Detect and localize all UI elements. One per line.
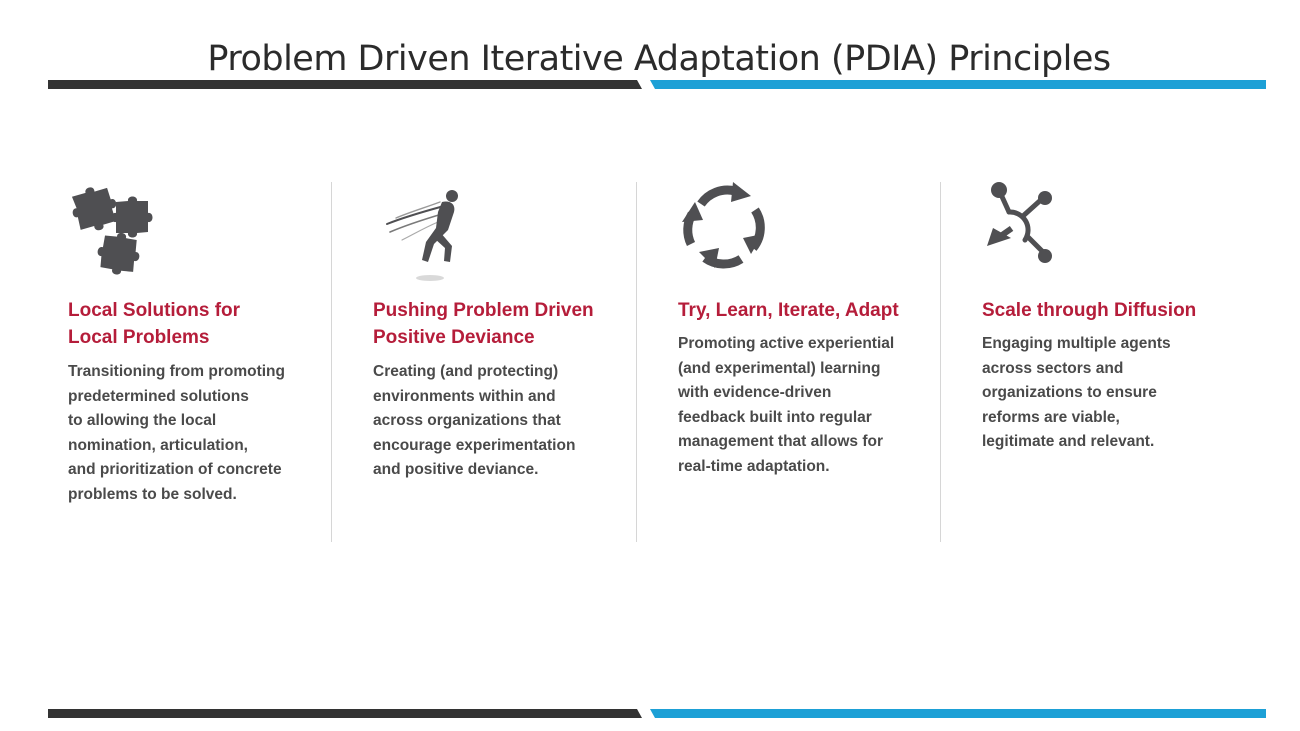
bottom-divider-band <box>48 709 1266 718</box>
principle-local-solutions <box>48 182 353 542</box>
principle-heading: Try, Learn, Iterate, Adapt <box>678 300 899 321</box>
principle-description: Creating (and protecting) environments within and across organizations that encourage experimentation and positive deviance. <box>373 363 576 478</box>
puzzle-pieces-icon <box>68 182 168 286</box>
principle-heading: Pushing Problem Driven Positive Deviance <box>373 300 594 348</box>
principle-scale-diffusion <box>940 182 1246 542</box>
principle-description: Promoting active experiential (and experimental) learning with evidence-driven feedback built into regular management that allows for real-time adaptation. <box>678 335 895 475</box>
principle-description: Transitioning from promoting predetermined solutions to allowing the local nomination, articulation, and prioritization of concrete problems to be solved. <box>68 363 285 503</box>
principle-heading: Scale through Diffusion <box>982 300 1197 321</box>
slide-title: Problem Driven Iterative Adaptation (PDIA) Principles <box>207 39 1111 80</box>
principle-positive-deviance <box>331 182 637 542</box>
principle-try-learn-iterate <box>636 182 942 542</box>
top-divider-band <box>48 80 1266 89</box>
principle-heading: Local Solutions for Local Problems <box>68 300 241 348</box>
cycle-arrows-icon <box>677 182 777 286</box>
network-diffusion-icon <box>981 182 1081 286</box>
running-figure-icon <box>372 182 472 286</box>
principle-description: Engaging multiple agents across sectors and organizations to ensure reforms are viable, legitimate and relevant. <box>982 335 1171 450</box>
